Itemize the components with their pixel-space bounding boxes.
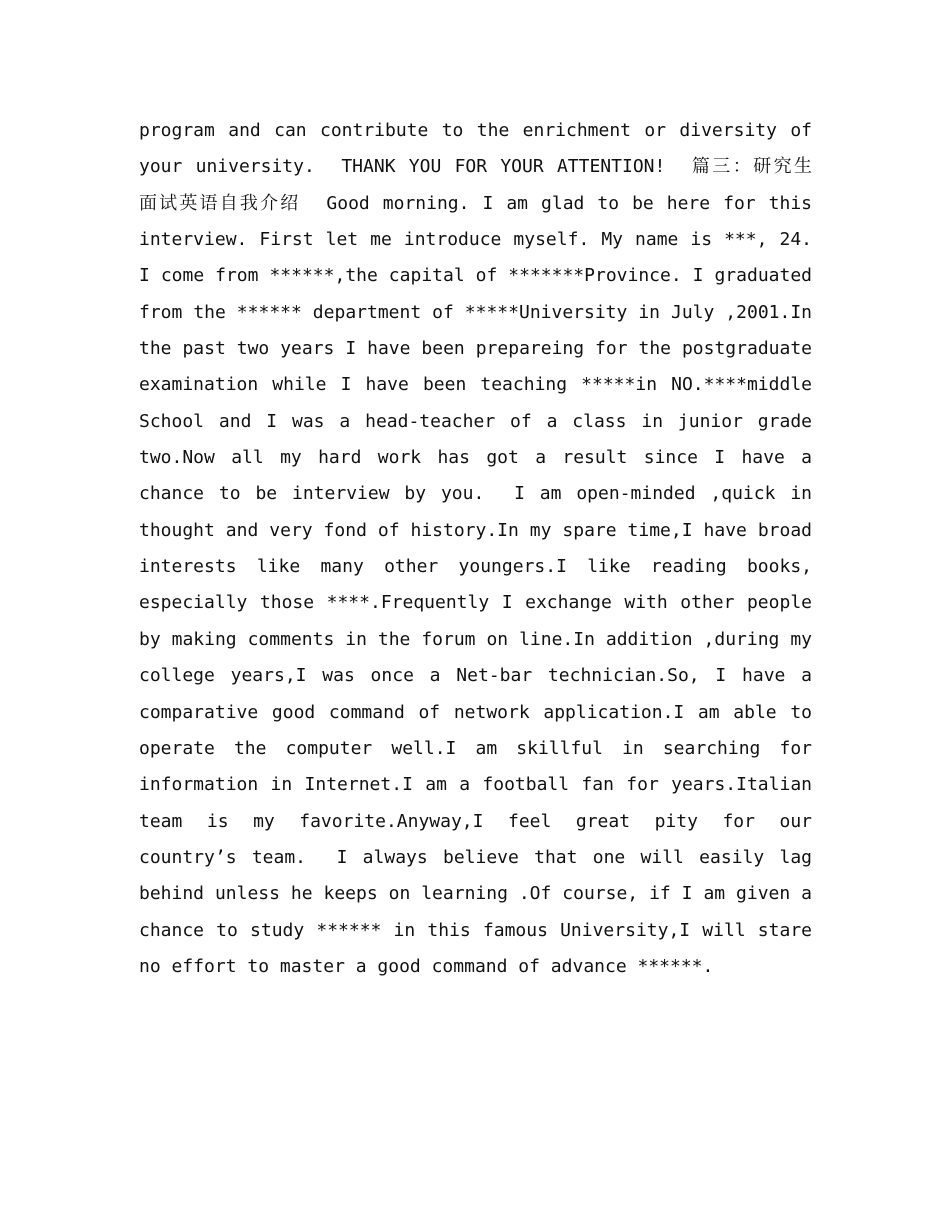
- text-line: program and can contribute to the enrichment or diversity of: [139, 120, 812, 141]
- text-line: information in Internet.I am a football fan for years.Italian: [139, 774, 812, 796]
- text-line: especially those ****.Frequently I exchange with other people: [139, 592, 812, 614]
- text-line: interests like many other youngers.I like reading books,: [139, 556, 812, 578]
- text-line: by making comments in the forum on line.In addition ,during my: [139, 628, 812, 650]
- text-line: comparative good command of network application.I am able to: [139, 701, 812, 723]
- text-line: country’s team. I always believe that one will easily lag: [139, 846, 812, 868]
- text-line: thought and very fond of history.In my spare time,I have broad: [139, 519, 812, 541]
- text-line: team is my favorite.Anyway,I feel great pity for our: [139, 810, 812, 832]
- text-line: from the ****** department of *****University in July ,2001.In: [139, 301, 812, 323]
- text-line: college years,I was once a Net-bar technician.So, I have a: [139, 665, 812, 687]
- text-line: School and I was a head-teacher of a class in junior grade: [139, 410, 812, 432]
- text-line: your university. THANK YOU FOR YOUR ATTENTION! 篇三：研究生: [139, 156, 812, 178]
- text-line: behind unless he keeps on learning .Of course, if I am given a: [139, 883, 812, 905]
- text-line: no effort to master a good command of advance ******.: [139, 955, 714, 977]
- text-line: the past two years I have been prepareing for the postgraduate: [139, 338, 812, 360]
- text-line: interview. First let me introduce myself. My name is ***, 24.: [139, 229, 812, 251]
- text-line: 面试英语自我介绍 Good morning. I am glad to be here for this: [139, 192, 812, 214]
- text-line: operate the computer well.I am skillful in searching for: [139, 737, 812, 759]
- text-line: chance to study ****** in this famous University,I will stare: [139, 919, 812, 941]
- body-text: [139, 113, 812, 985]
- text-line: chance to be interview by you. I am open-minded ,quick in: [139, 483, 812, 505]
- text-line: two.Now all my hard work has got a result since I have a: [139, 447, 812, 469]
- text-line: examination while I have been teaching *****in NO.****middle: [139, 374, 812, 396]
- text-line: I come from ******,the capital of *******Province. I graduated: [139, 265, 812, 287]
